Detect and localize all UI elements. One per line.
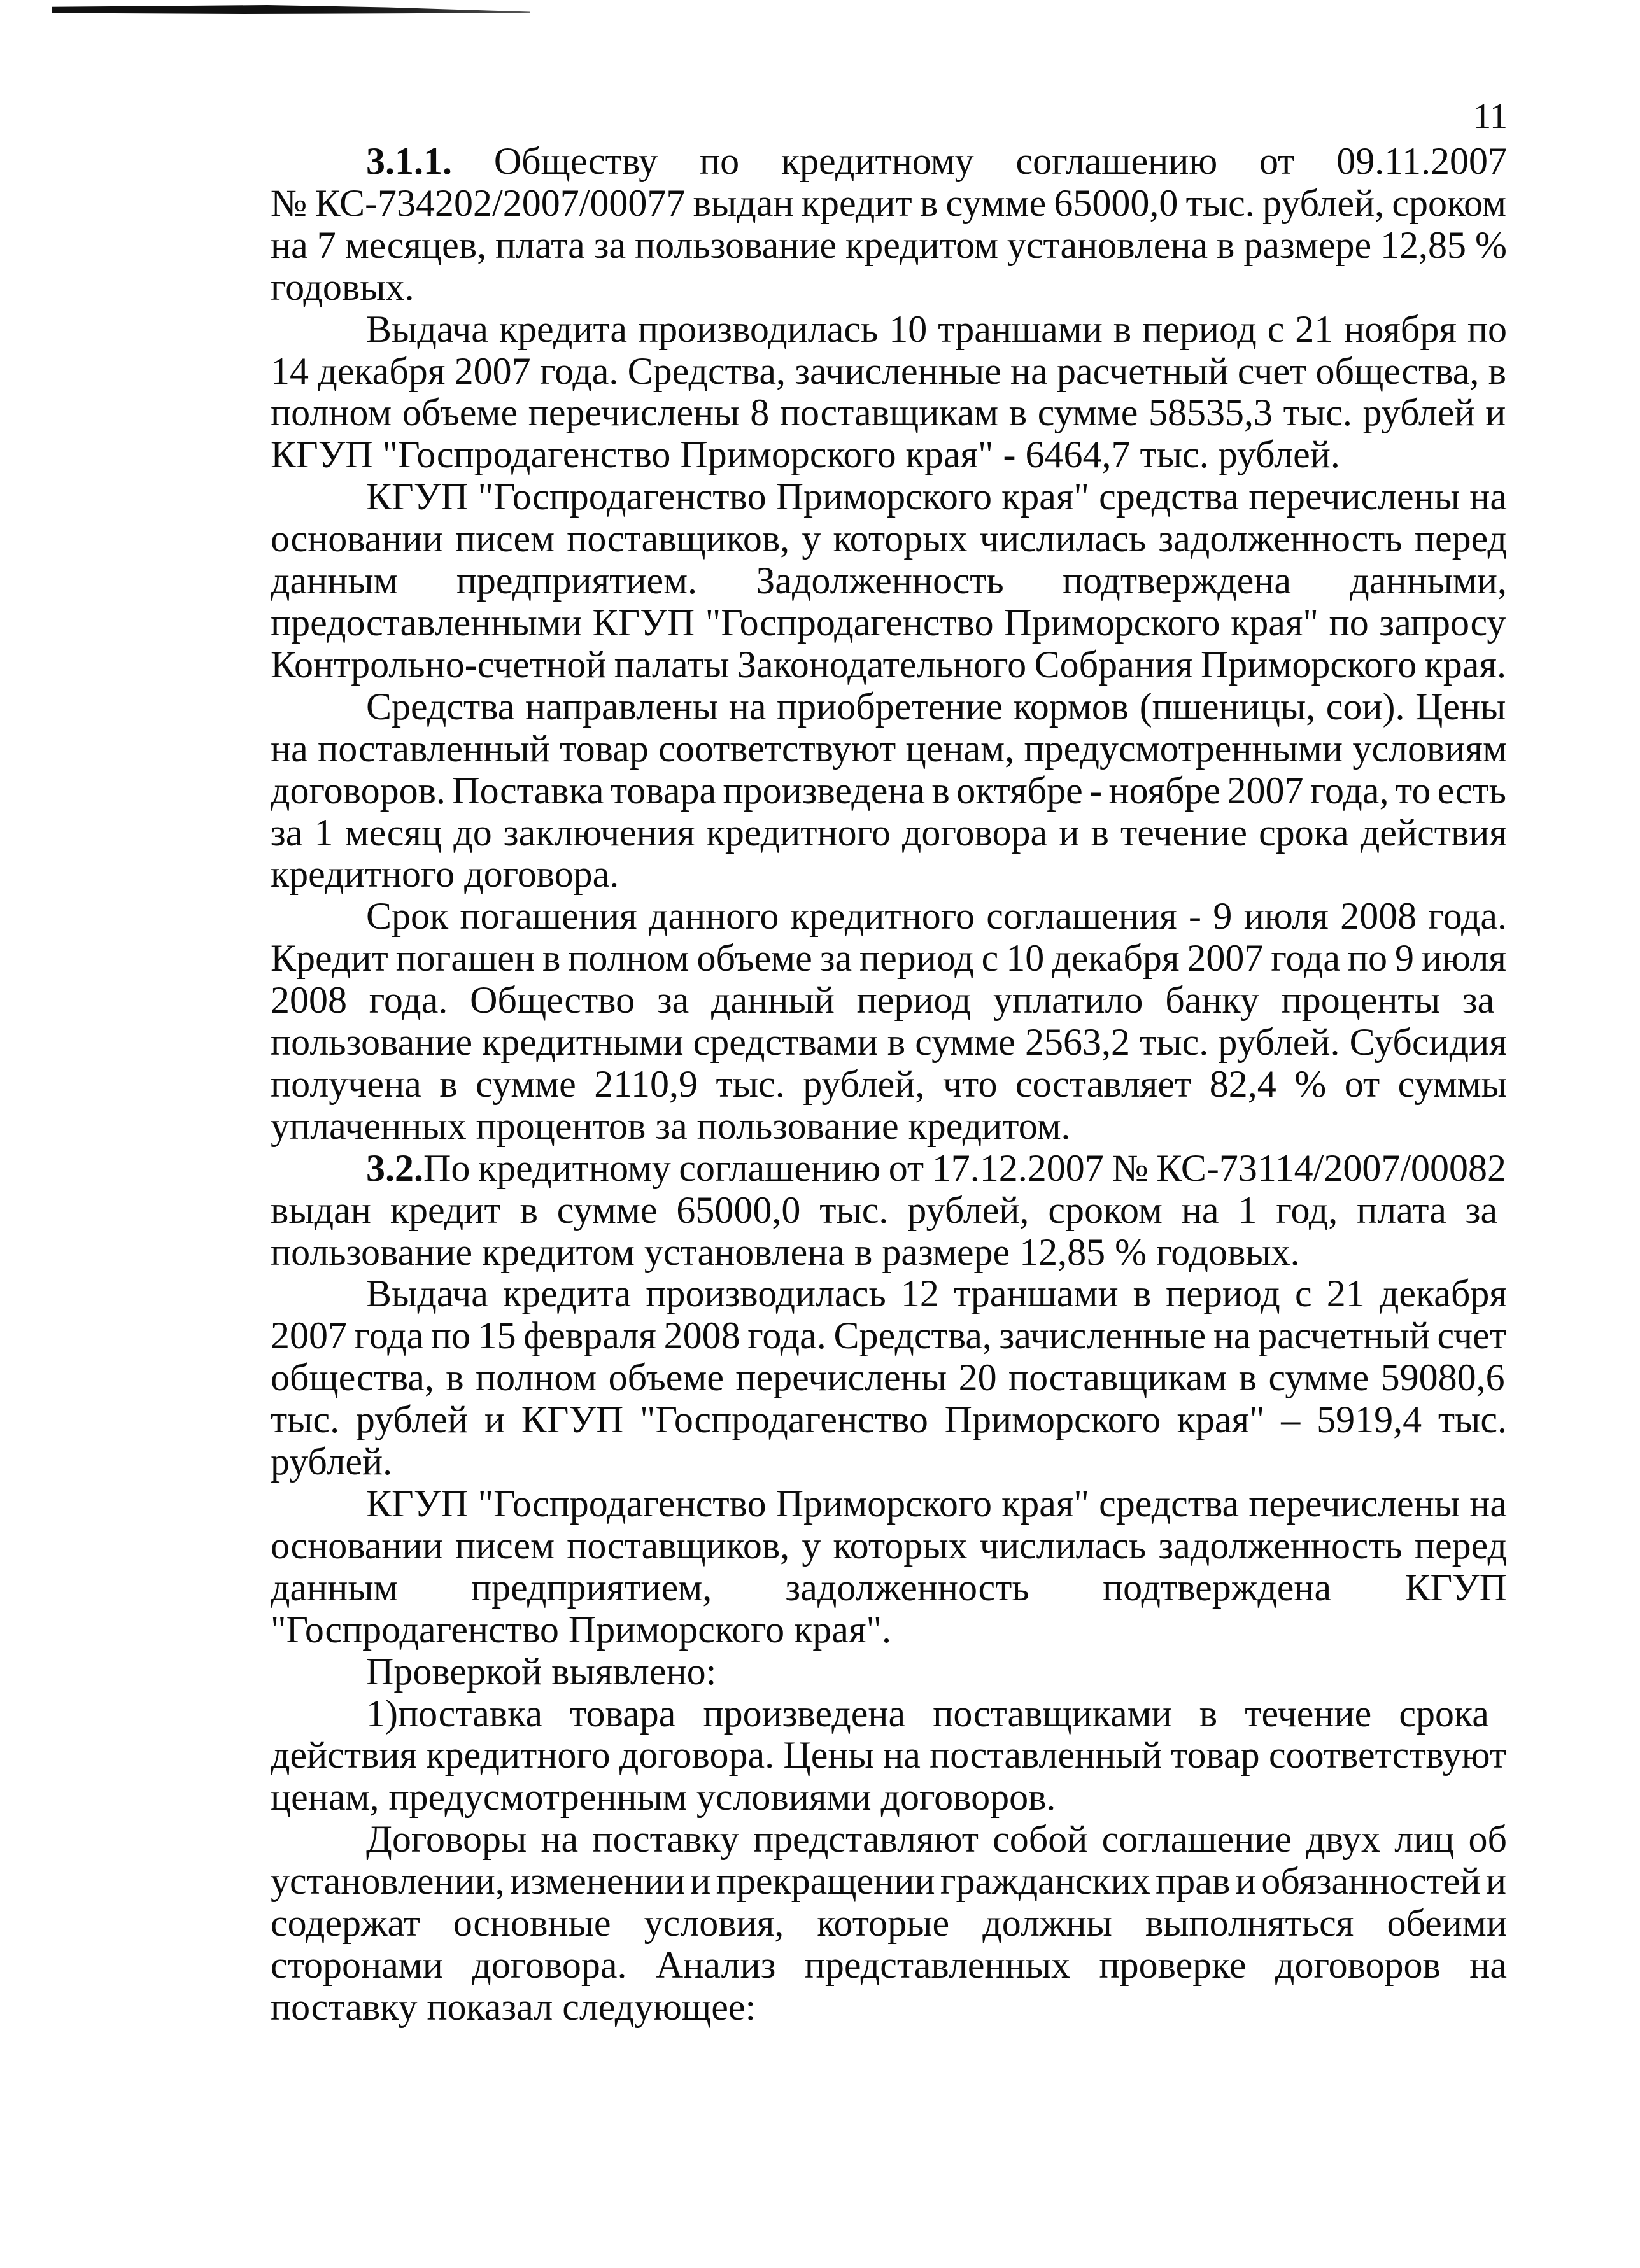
text-line: содержат основные условия, которые должны выполняться обеими — [271, 1902, 1507, 1945]
text-line: общества, в полном объеме перечислены 20 поставщикам в сумме 59080,6 — [271, 1356, 1505, 1399]
text-line: КГУП "Госпродагенство Приморского края" средства перечислены на — [366, 1483, 1507, 1525]
text-line: уплаченных процентов за пользование кредитом. — [271, 1104, 1071, 1147]
text-line: годовых. — [271, 265, 414, 308]
text-line: основании писем поставщиков, у которых числилась задолженность перед — [271, 518, 1507, 560]
paragraph-p-3-2 — [271, 1148, 1508, 1274]
text-line: 2008 года. Общество за данный период уплатило банку проценты за — [271, 979, 1495, 1022]
text-line: за 1 месяц до заключения кредитного договора и в течение срока действия — [271, 811, 1507, 854]
text-line: 14 декабря 2007 года. Средства, зачисленные на расчетный счет общества, в — [271, 349, 1506, 392]
paragraph-p-issuance-2 — [271, 1273, 1508, 1483]
paragraph-p-issuance-1 — [271, 309, 1508, 477]
document-body — [271, 141, 1508, 2029]
scan-artifact-mark — [52, 5, 530, 14]
text-line: кредитного договора. — [271, 853, 619, 896]
text-line: 2007 года по 15 февраля 2008 года. Средства, зачисленные на расчетный счет — [271, 1314, 1506, 1357]
paragraph-p-kgup-2 — [271, 1483, 1508, 1651]
text-line: выдан кредит в сумме 65000,0 тыс. рублей, сроком на 1 год, плата за — [271, 1188, 1498, 1231]
text-line: тыс. рублей и КГУП "Госпродагенство Приморского края" – 5919,4 тыс. — [271, 1398, 1507, 1441]
text-line: действия кредитного договора. Цены на поставленный товар соответствуют — [271, 1734, 1506, 1777]
text-line: Кредит погашен в полном объеме за период с 10 декабря 2007 года по 9 июля — [271, 937, 1506, 980]
text-line: Срок погашения данного кредитного соглашения - 9 июля 2008 года. — [366, 895, 1507, 938]
paragraph-p-finding-1 — [271, 1693, 1508, 1819]
text-line: данным предприятием, задолженность подтверждена КГУП — [271, 1566, 1507, 1609]
text-line: Выдача кредита производилась 10 траншами в период с 21 ноября по — [366, 307, 1507, 350]
text-line: Договоры на поставку представляют собой соглашение двух лиц об — [366, 1818, 1507, 1861]
line-text: По кредитному соглашению от 17.12.2007 № КС-73114/2007/00082 — [423, 1146, 1506, 1189]
text-line: данным предприятием. Задолженность подтверждена данными, — [271, 560, 1507, 602]
line-text: Обществу по кредитному соглашению от 09.11.2007 — [452, 140, 1507, 182]
section-number: 3.1.1. — [366, 140, 452, 182]
text-line: получена в сумме 2110,9 тыс. рублей, что составляет 82,4 % от суммы — [271, 1062, 1507, 1105]
text-line: сторонами договора. Анализ представленных проверке договоров на — [271, 1943, 1507, 1986]
text-line: рублей. — [271, 1440, 393, 1483]
section-number: 3.2. — [366, 1146, 423, 1189]
text-line: КГУП "Госпродагенство Приморского края" - 6464,7 тыс. рублей. — [271, 433, 1340, 476]
paragraph-p-kgup-1 — [271, 476, 1508, 686]
text-line — [271, 141, 1508, 183]
text-line: Средства направлены на приобретение кормов (пшеницы, сои). Цены — [366, 685, 1506, 728]
text-line: Контрольно-счетной палаты Законодательного Собрания Приморского края. — [271, 643, 1506, 686]
text-line: пользование кредитом установлена в размере 12,85 % годовых. — [271, 1230, 1300, 1273]
text-line: "Госпродагенство Приморского края". — [271, 1608, 892, 1651]
text-line: № КС-734202/2007/00077 выдан кредит в сумме 65000,0 тыс. рублей, сроком — [271, 181, 1506, 224]
text-line: поставку показал следующее: — [271, 1985, 756, 2028]
paragraph-p-contracts — [271, 1819, 1508, 2029]
text-line — [271, 1148, 1508, 1190]
page-number: 11 — [1473, 97, 1508, 136]
text-line: установлении, изменении и прекращении гражданских прав и обязанностей и — [271, 1860, 1506, 1903]
paragraph-p-repayment — [271, 896, 1508, 1147]
text-line: ценам, предусмотренным условиями договоров. — [271, 1776, 1056, 1819]
text-line: на 7 месяцев, плата за пользование кредитом установлена в размере 12,85 % — [271, 223, 1508, 266]
text-line: полном объеме перечислены 8 поставщикам в сумме 58535,3 тыс. рублей и — [271, 391, 1506, 434]
paragraph-p-feed — [271, 686, 1508, 896]
text-line: Выдача кредита производилась 12 траншами в период с 21 декабря — [366, 1272, 1507, 1315]
text-line: основании писем поставщиков, у которых числилась задолженность перед — [271, 1524, 1507, 1567]
paragraph-p-3-1-1 — [271, 141, 1508, 309]
text-line: договоров. Поставка товара произведена в октябре - ноябре 2007 года, то есть — [271, 769, 1506, 812]
text-line: 1)поставка товара произведена поставщиками в течение срока — [366, 1692, 1489, 1735]
text-line: предоставленными КГУП "Госпродагенство Приморского края" по запросу — [271, 601, 1506, 644]
text-line: Проверкой выявлено: — [366, 1650, 717, 1693]
text-line: КГУП "Госпродагенство Приморского края" средства перечислены на — [366, 475, 1507, 518]
text-line: пользование кредитными средствами в сумме 2563,2 тыс. рублей. Субсидия — [271, 1021, 1507, 1064]
text-line: на поставленный товар соответствуют ценам, предусмотренными условиям — [271, 727, 1507, 770]
paragraph-p-findings-heading — [271, 1651, 1508, 1693]
